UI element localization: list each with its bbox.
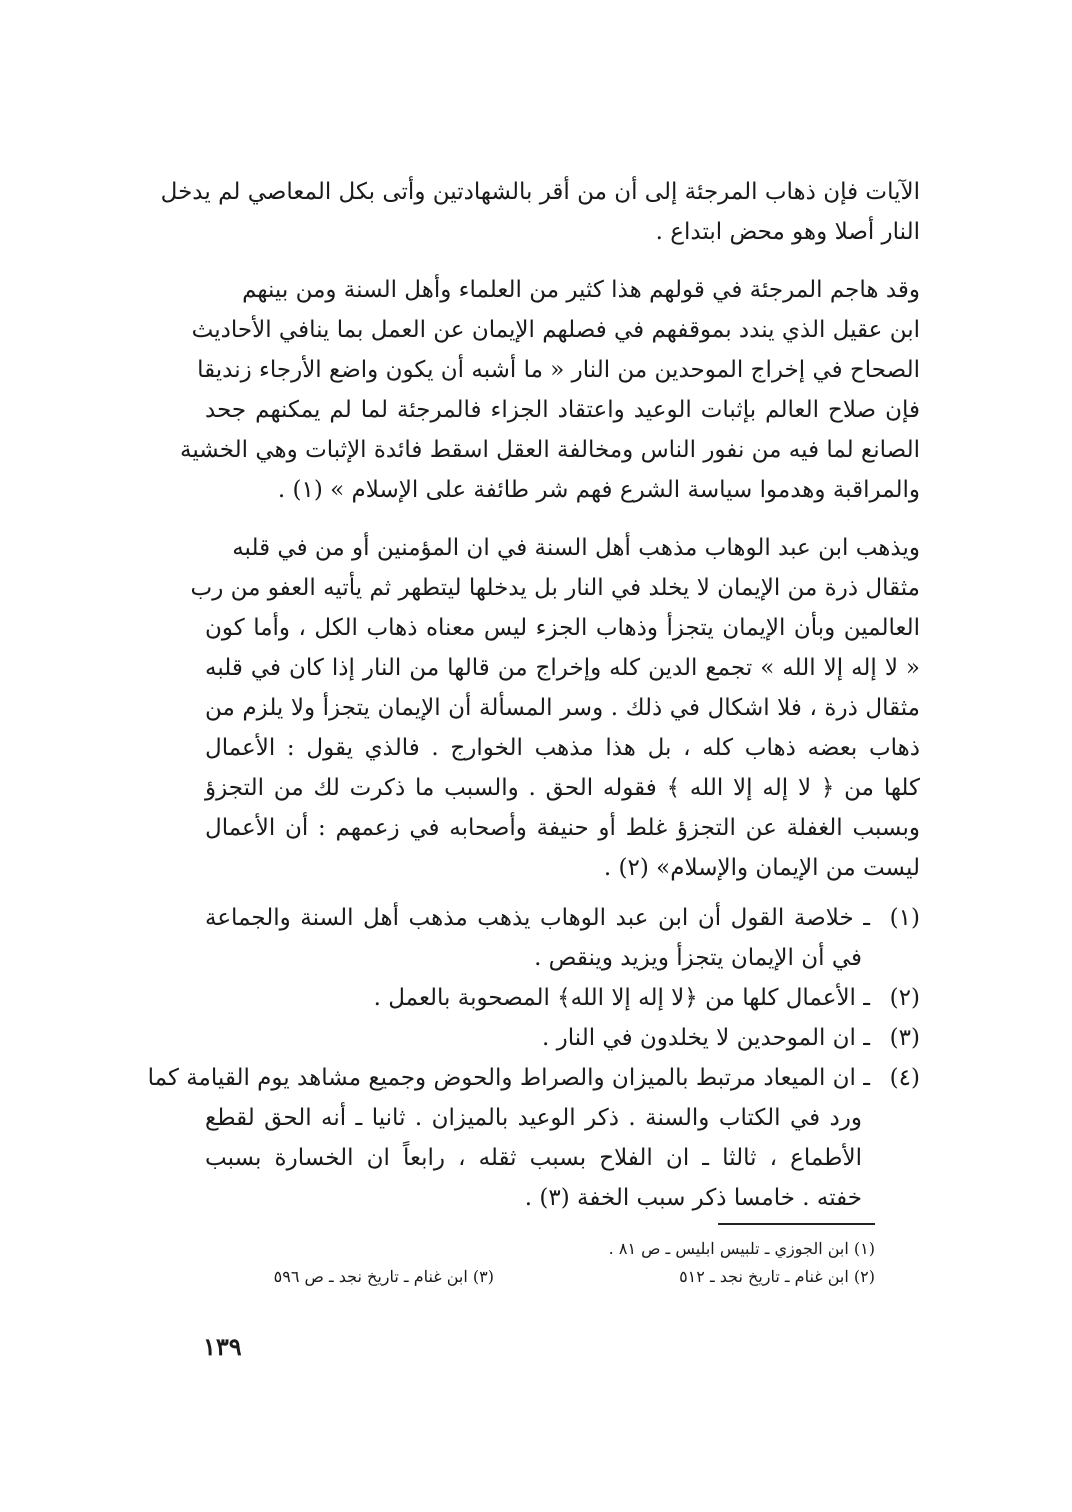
paragraph3-line-7: كلها من ﴿ لا إله إلا الله ﴾ فقوله الحق . والسبب ما ذكرت لك من التجزؤ bbox=[205, 775, 920, 801]
paragraph3-line-4: « لا إله إلا الله » تجمع الدين كله وإخراج من قالها من النار إذا كان في قلبه bbox=[205, 655, 920, 681]
summary-item-3-line-1: ـ ان الموحدين لا يخلدون في النار . bbox=[542, 1025, 870, 1051]
footnote-1: (١) ابن الجوزي ـ تلبيس ابليس ـ ص ٨١ . bbox=[608, 1239, 875, 1258]
paragraph1-line-1: الآيات فإن ذهاب المرجئة إلى أن من أقر بالشهادتين وأتى بكل المعاصي لم يدخل bbox=[160, 179, 920, 205]
paragraph3-line-9: ليست من الإيمان والإسلام» (٢) . bbox=[603, 855, 920, 881]
paragraph3-line-6: ذهاب بعضه ذهاب كله ، بل هذا مذهب الخوارج . فالذي يقول : الأعمال bbox=[205, 735, 920, 761]
paragraph3-line-5: مثقال ذرة ، فلا اشكال في ذلك . وسر المسألة أن الإيمان يتجزأ ولا يلزم من bbox=[205, 695, 920, 721]
summary-item-2-number: (٢) bbox=[889, 985, 920, 1011]
summary-item-1-line-1: ـ خلاصة القول أن ابن عبد الوهاب يذهب مذهب أهل السنة والجماعة bbox=[205, 905, 870, 931]
summary-item-4-line-3: الأطماع ، ثالثا ـ ان الفلاح بسبب ثقله ، رابعاً ان الخسارة بسبب bbox=[205, 1145, 862, 1171]
summary-item-3-number: (٣) bbox=[889, 1025, 920, 1051]
paragraph1-line-2: النار أصلا وهو محض ابتداع . bbox=[655, 219, 920, 245]
summary-item-4-number: (٤) bbox=[889, 1065, 920, 1091]
footnote-3: (٣) ابن غنام ـ تاريخ نجد ـ ص ٥٩٦ bbox=[273, 1267, 494, 1286]
summary-item-2-line-1: ـ الأعمال كلها من ﴿لا إله إلا الله﴾ المصحوبة بالعمل . bbox=[373, 985, 870, 1011]
paragraph2-line-1: وقد هاجم المرجئة في قولهم هذا كثير من العلماء وأهل السنة ومن بينهم bbox=[242, 277, 920, 303]
page-number: ١٣٩ bbox=[203, 1332, 242, 1361]
paragraph2-line-5: الصانع لما فيه من نفور الناس ومخالفة العقل اسقط فائدة الإثبات وهي الخشية bbox=[180, 437, 920, 463]
paragraph2-line-3: الصحاح في إخراج الموحدين من النار « ما أشبه أن يكون واضع الأرجاء زنديقا bbox=[197, 357, 920, 383]
paragraph2-line-2: ابن عقيل الذي يندد بموقفهم في فصلهم الإيمان عن العمل بما ينافي الأحاديث bbox=[191, 317, 920, 343]
footnote-2: (٢) ابن غنام ـ تاريخ نجد ـ ٥١٢ bbox=[679, 1267, 875, 1286]
footnote-separator bbox=[718, 1223, 875, 1225]
paragraph2-line-4: فإن صلاح العالم بإثبات الوعيد واعتقاد الجزاء فالمرجئة لما لم يمكنهم جحد bbox=[205, 397, 920, 423]
summary-item-4-line-2: ورد في الكتاب والسنة . ذكر الوعيد بالميزان . ثانيا ـ أنه الحق لقطع bbox=[205, 1105, 862, 1131]
summary-item-1-line-2: في أن الإيمان يتجزأ ويزيد وينقص . bbox=[534, 945, 862, 971]
paragraph3-line-2: مثقال ذرة من الإيمان لا يخلد في النار بل يدخلها ليتطهر ثم يأتيه العفو من رب bbox=[190, 575, 920, 601]
paragraph3-line-8: وبسبب الغفلة عن التجزؤ غلط أو حنيفة وأصحابه في زعمهم : أن الأعمال bbox=[205, 815, 920, 841]
summary-item-1-number: (١) bbox=[889, 905, 920, 931]
paragraph3-line-3: العالمين وبأن الإيمان يتجزأ وذهاب الجزء ليس معناه ذهاب الكل ، وأما كون bbox=[205, 615, 920, 641]
summary-item-4-line-1: ـ ان الميعاد مرتبط بالميزان والصراط والحوض وجميع مشاهد يوم القيامة كما bbox=[147, 1065, 870, 1091]
summary-item-4-line-4: خفته . خامسا ذكر سبب الخفة (٣) . bbox=[524, 1185, 862, 1211]
paragraph3-line-1: ويذهب ابن عبد الوهاب مذهب أهل السنة في ان المؤمنين أو من في قلبه bbox=[232, 535, 920, 561]
paragraph2-line-6: والمراقبة وهدموا سياسة الشرع فهم شر طائفة على الإسلام » (١) . bbox=[277, 477, 920, 503]
